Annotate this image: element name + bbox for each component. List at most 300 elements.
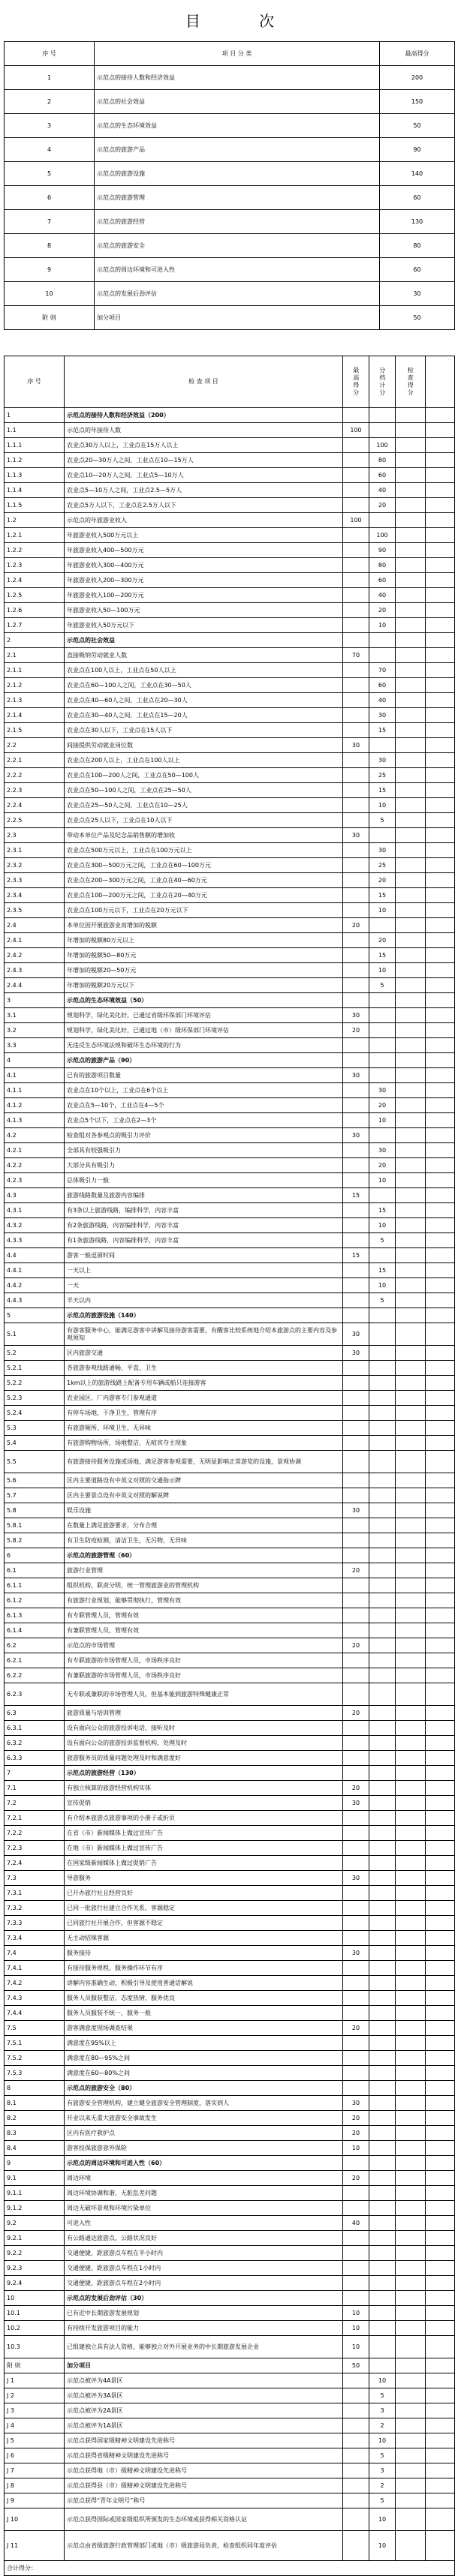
row-sub-score [369,2276,396,2291]
row-check-score [396,498,426,513]
row-max-score: 20 [343,1563,369,1578]
row-check-score [396,2373,426,2388]
row-max-score [343,2036,369,2051]
row-item: 示范点的旅游设施（140） [65,1308,343,1323]
row-sub-score [369,1436,396,1451]
table-row [5,423,455,438]
row-code: 7.4.2 [5,1976,65,1991]
row-code: 6.3.3 [5,1751,65,1766]
row-max-score [343,1143,369,1158]
table-row [5,1143,455,1158]
row-sub-score: 15 [369,783,396,798]
row-item: 娱乐设施 [65,1503,343,1518]
row-check-score [396,2418,426,2433]
row-sub-score: 10 [369,2433,396,2448]
row-check-score [396,1578,426,1593]
row-extra [426,2141,455,2156]
row-max-score: 50 [343,2358,369,2373]
row-item: 在地（市）新闻媒体上做过宣传广告 [65,1841,343,1856]
row-code: 1.1.4 [5,483,65,498]
row-check-score [396,2126,426,2141]
row-sub-score: 60 [369,678,396,693]
section-row [5,1308,455,1323]
row-max-score [343,993,369,1008]
row-sub-score: 5 [369,978,396,993]
row-sub-score: 10 [369,2508,396,2531]
row-sub-score [369,2081,396,2096]
row-check-score [396,1421,426,1436]
row-max-score [343,573,369,588]
row-check-score [396,2111,426,2126]
row-item: 有3条以上旅游线路，编排科学，内容丰富 [65,1203,343,1218]
row-extra [426,528,455,543]
row-max-score [343,1293,369,1308]
row-item: 农业点5—10万人之间，工业点2.5—5万人 [65,483,343,498]
row-item: 区内旅游交通 [65,1346,343,1361]
row-code: 7.5.1 [5,2036,65,2051]
row-sub-score [369,1841,396,1856]
toc-row [5,210,455,234]
table-row [5,1113,455,1128]
row-extra [426,1781,455,1796]
row-check-score [396,2276,426,2291]
row-max-score [343,528,369,543]
table-row [5,1668,455,1683]
row-item: 示范点的周边环境和可进入性（60） [65,2156,343,2171]
row-check-score [396,753,426,768]
row-code: 1.2.1 [5,528,65,543]
row-sub-score [369,1653,396,1668]
table-row [5,2141,455,2156]
row-sub-score: 25 [369,858,396,873]
row-code: 3 [5,993,65,1008]
row-code: 4.3 [5,1188,65,1203]
row-max-score [343,1278,369,1293]
row-item: 年增加的税额50—80万元 [65,948,343,963]
row-extra [426,618,455,633]
row-check-score [396,948,426,963]
table-row [5,753,455,768]
row-max-score [343,693,369,708]
table-row [5,2246,455,2261]
row-item: 交通便捷，距旅游点车程在1小时内 [65,2261,343,2276]
row-extra [426,933,455,948]
row-max-score [343,933,369,948]
row-check-score [396,1706,426,1721]
row-extra [426,753,455,768]
table-row [5,2433,455,2448]
row-code: J 4 [5,2418,65,2433]
row-item: 农业点在200—300万元之间，工业点在40—60万元 [65,873,343,888]
row-sub-score [369,1668,396,1683]
row-extra [426,948,455,963]
row-code: 7.5 [5,2021,65,2036]
row-item: 农业点在30—40人之间，工业点在15—20人 [65,708,343,723]
row-extra [426,1376,455,1391]
row-max-score [343,498,369,513]
row-item: 游客投保旅游意外保险 [65,2141,343,2156]
row-sub-score [369,2201,396,2216]
row-check-score [396,2306,426,2321]
toc-no: 5 [5,162,95,186]
row-extra [426,2081,455,2096]
row-check-score [396,1518,426,1533]
row-sub-score: 5 [369,2448,396,2463]
row-max-score [343,1826,369,1841]
row-item: 农业点在5—10个，工业点在4—5个 [65,1098,343,1113]
row-item: 已有近中长期旅游发展规划 [65,2306,343,2321]
table-row [5,2216,455,2231]
row-extra [426,1421,455,1436]
detail-header-sub: 分档计分 [369,356,396,408]
row-extra [426,1841,455,1856]
row-item: 交通便捷，距旅游点车程在半小时内 [65,2246,343,2261]
row-extra [426,1533,455,1548]
row-check-score [396,558,426,573]
row-extra [426,588,455,603]
row-code: 1.1.1 [5,438,65,453]
row-code: 2.1.2 [5,678,65,693]
row-item: 可进入性 [65,2216,343,2231]
toc-max-score: 50 [380,306,455,330]
row-check-score [396,1856,426,1871]
row-code: 4.2.1 [5,1143,65,1158]
row-check-score [396,843,426,858]
row-max-score [343,483,369,498]
row-sub-score [369,1946,396,1961]
row-extra [426,843,455,858]
row-extra [426,2306,455,2321]
row-item: 旅游线路数量及旅游内容编排 [65,1188,343,1203]
table-row [5,2126,455,2141]
row-item: 有专职旅游的市场管理人员，市场秩序良好 [65,1653,343,1668]
row-check-score [396,1683,426,1706]
row-check-score [396,783,426,798]
table-row [5,1841,455,1856]
row-max-score [343,1518,369,1533]
toc-header-max: 最高得分 [380,42,455,66]
row-item: 各旅游参观线路通畅、平直、卫生 [65,1361,343,1376]
row-code: 2.1.3 [5,693,65,708]
row-extra [426,1248,455,1263]
row-max-score [343,678,369,693]
row-extra [426,453,455,468]
table-row [5,1361,455,1376]
row-check-score [396,1563,426,1578]
row-max-score [343,2478,369,2493]
table-row [5,1451,455,1473]
row-sub-score [369,828,396,843]
table-row [5,2531,455,2561]
row-item: 旅游质量与培训管理 [65,1706,343,1721]
row-code: 6.3 [5,1706,65,1721]
row-extra [426,1346,455,1361]
row-max-score [343,2403,369,2418]
toc-category: 加分项目 [95,306,380,330]
row-extra [426,888,455,903]
row-sub-score [369,1811,396,1826]
row-code: 7.4 [5,1946,65,1961]
row-item: 示范点的接待人数和经济效益（200） [65,408,343,423]
table-row [5,2201,455,2216]
row-code: 附 则 [5,2358,65,2373]
row-extra [426,1751,455,1766]
row-sub-score [369,1421,396,1436]
row-check-score [396,1653,426,1668]
row-item: 年旅游业收入100—200万元 [65,588,343,603]
table-row [5,1901,455,1916]
row-sub-score [369,1931,396,1946]
table-row [5,2478,455,2493]
row-extra [426,1653,455,1668]
table-row [5,1436,455,1451]
table-row [5,2448,455,2463]
detail-header-item: 检 查 项 目 [65,356,343,408]
row-code: 3.1 [5,1008,65,1023]
row-item: 示范点被评为4A景区 [65,2373,343,2388]
row-max-score [343,438,369,453]
row-extra [426,573,455,588]
row-code: 5.8.2 [5,1533,65,1548]
row-item: 半天以内 [65,1293,343,1308]
row-max-score [343,1113,369,1128]
row-sub-score: 10 [369,1113,396,1128]
row-code: 8.3 [5,2126,65,2141]
row-check-score [396,888,426,903]
row-sub-score [369,2006,396,2021]
row-extra [426,1931,455,1946]
row-check-score [396,1781,426,1796]
row-code: 2.2.3 [5,783,65,798]
row-sub-score [369,408,396,423]
row-code: 5.2.2 [5,1376,65,1391]
row-max-score [343,2388,369,2403]
row-item: 有兼职旅游的市场管理人员，市场秩序良好 [65,1668,343,1683]
table-row [5,1518,455,1533]
table-row [5,648,455,663]
row-item: 有接待服务规程，服务操作环节有序 [65,1961,343,1976]
toc-row [5,90,455,114]
row-max-score: 30 [343,1323,369,1346]
row-sub-score [369,2111,396,2126]
row-code: 7.3 [5,1871,65,1886]
row-check-score [396,768,426,783]
row-code: 1.1.2 [5,453,65,468]
row-code: 7.2 [5,1796,65,1811]
row-extra [426,1263,455,1278]
row-item: 农业点在25—50人之间，工业点在10—25人 [65,798,343,813]
row-max-score [343,1488,369,1503]
row-check-score [396,2171,426,2186]
row-max-score [343,618,369,633]
row-item: 周边环境协调和谐，无脏乱差问题 [65,2186,343,2201]
row-extra [426,1578,455,1593]
row-sub-score [369,1856,396,1871]
row-item: 在数量上满足旅游要求，分布合理 [65,1518,343,1533]
row-item: 已开办旅行社且经营良好 [65,1886,343,1901]
table-row [5,798,455,813]
row-sub-score [369,1751,396,1766]
row-check-score [396,1361,426,1376]
row-max-score [343,888,369,903]
row-check-score [396,2141,426,2156]
row-item: 有旅游购物场所，场地整洁，无喧宾夺主现象 [65,1436,343,1451]
row-item: 在省（市）新闻媒体上做过宣传广告 [65,1826,343,1841]
row-check-score [396,1503,426,1518]
detail-header-max: 最高得分 [343,356,369,408]
row-max-score: 30 [343,828,369,843]
row-check-score [396,2321,426,2336]
toc-no: 6 [5,186,95,210]
row-sub-score: 10 [369,1278,396,1293]
table-row [5,2231,455,2246]
row-max-score [343,2261,369,2276]
row-check-score [396,648,426,663]
row-sub-score: 60 [369,573,396,588]
row-check-score [396,2051,426,2066]
row-code: 4.4.1 [5,1263,65,1278]
table-row [5,2418,455,2433]
row-sub-score [369,1683,396,1706]
row-item: 宣传促销 [65,1796,343,1811]
row-sub-score [369,1128,396,1143]
row-extra [426,1158,455,1173]
row-item: 农业点5万人以下，工业点在2.5万人以下 [65,498,343,513]
row-sub-score [369,2156,396,2171]
row-item: 间接提供劳动就业岗位数 [65,738,343,753]
row-code: 2.3.5 [5,903,65,918]
row-extra [426,2171,455,2186]
row-max-score [343,1886,369,1901]
row-max-score [343,1263,369,1278]
row-item: 直接吸纳劳动就业人数 [65,648,343,663]
row-extra [426,2433,455,2448]
section-row [5,1548,455,1563]
row-code: 5.8 [5,1503,65,1518]
row-max-score [343,1203,369,1218]
table-row [5,1578,455,1593]
row-sub-score [369,1533,396,1548]
row-sub-score [369,2126,396,2141]
row-check-score [396,528,426,543]
row-max-score [343,663,369,678]
row-max-score [343,1668,369,1683]
row-check-score [396,2358,426,2373]
row-code: 7.3.4 [5,1931,65,1946]
row-code: 10.1 [5,2306,65,2321]
toc-no: 8 [5,234,95,258]
row-sub-score [369,738,396,753]
table-row [5,1248,455,1263]
row-sub-score [369,1976,396,1991]
row-code: 2.4.3 [5,963,65,978]
row-check-score [396,1796,426,1811]
toc-max-score: 80 [380,234,455,258]
row-extra [426,1683,455,1706]
row-max-score [343,2463,369,2478]
row-max-score [343,2156,369,2171]
table-row [5,1376,455,1391]
row-code: 10.2 [5,2321,65,2336]
row-max-score: 30 [343,1346,369,1361]
table-row [5,438,455,453]
row-item: 讲解内容准确生动，积极引导及使用普通话解说 [65,1976,343,1991]
row-item: 有停车场地，干净卫生，管理有序 [65,1406,343,1421]
table-row [5,483,455,498]
row-sub-score: 70 [369,663,396,678]
row-extra [426,1548,455,1563]
table-row [5,1233,455,1248]
row-extra [426,918,455,933]
row-check-score [396,2336,426,2358]
row-item: 农业点在50—100人之间，工业点在25—50人 [65,783,343,798]
row-extra [426,768,455,783]
row-extra [426,2036,455,2051]
row-code: 2.1.5 [5,723,65,738]
row-extra [426,1406,455,1421]
row-check-score [396,408,426,423]
row-check-score [396,573,426,588]
row-check-score [396,2006,426,2021]
table-row [5,2276,455,2291]
row-extra [426,1203,455,1218]
row-code: 2.4.1 [5,933,65,948]
row-item: 农业点10—20万人之间，工业点5—10万人 [65,468,343,483]
row-item: 已组建独立具有法人资格，能够独立对外开展业务的中长期旅游发展企业 [65,2336,343,2358]
row-item: 示范点的旅游产品（90） [65,1053,343,1068]
row-max-score [343,1683,369,1706]
toc-row [5,282,455,306]
table-row [5,1638,455,1653]
row-check-score [396,1188,426,1203]
table-row [5,1421,455,1436]
row-code: 7.4.3 [5,1991,65,2006]
row-extra [426,1391,455,1406]
row-check-score [396,1278,426,1293]
row-check-score [396,828,426,843]
table-row [5,978,455,993]
row-code: 5.2.3 [5,1391,65,1406]
row-extra [426,1278,455,1293]
toc-max-score: 150 [380,90,455,114]
row-extra [426,2066,455,2081]
row-sub-score: 30 [369,1083,396,1098]
row-max-score [343,1916,369,1931]
row-check-score [396,588,426,603]
row-max-score [343,723,369,738]
row-code: 2.4 [5,918,65,933]
table-row [5,1811,455,1826]
row-sub-score [369,2216,396,2231]
toc-row [5,234,455,258]
row-extra [426,2508,455,2531]
row-max-score [343,1158,369,1173]
row-max-score [343,903,369,918]
row-extra [426,1563,455,1578]
row-max-score [343,1391,369,1406]
row-item: 示范点的社会效益 [65,633,343,648]
row-sub-score [369,1376,396,1391]
row-item: 旅游服务员的质量问题处理及时和满意度好 [65,1751,343,1766]
row-max-score [343,1053,369,1068]
row-max-score: 100 [343,423,369,438]
total-label: 合计得分： [5,2561,455,2576]
table-row [5,858,455,873]
row-check-score [396,2403,426,2418]
table-row [5,693,455,708]
row-code: 4.1.1 [5,1083,65,1098]
row-sub-score [369,1766,396,1781]
